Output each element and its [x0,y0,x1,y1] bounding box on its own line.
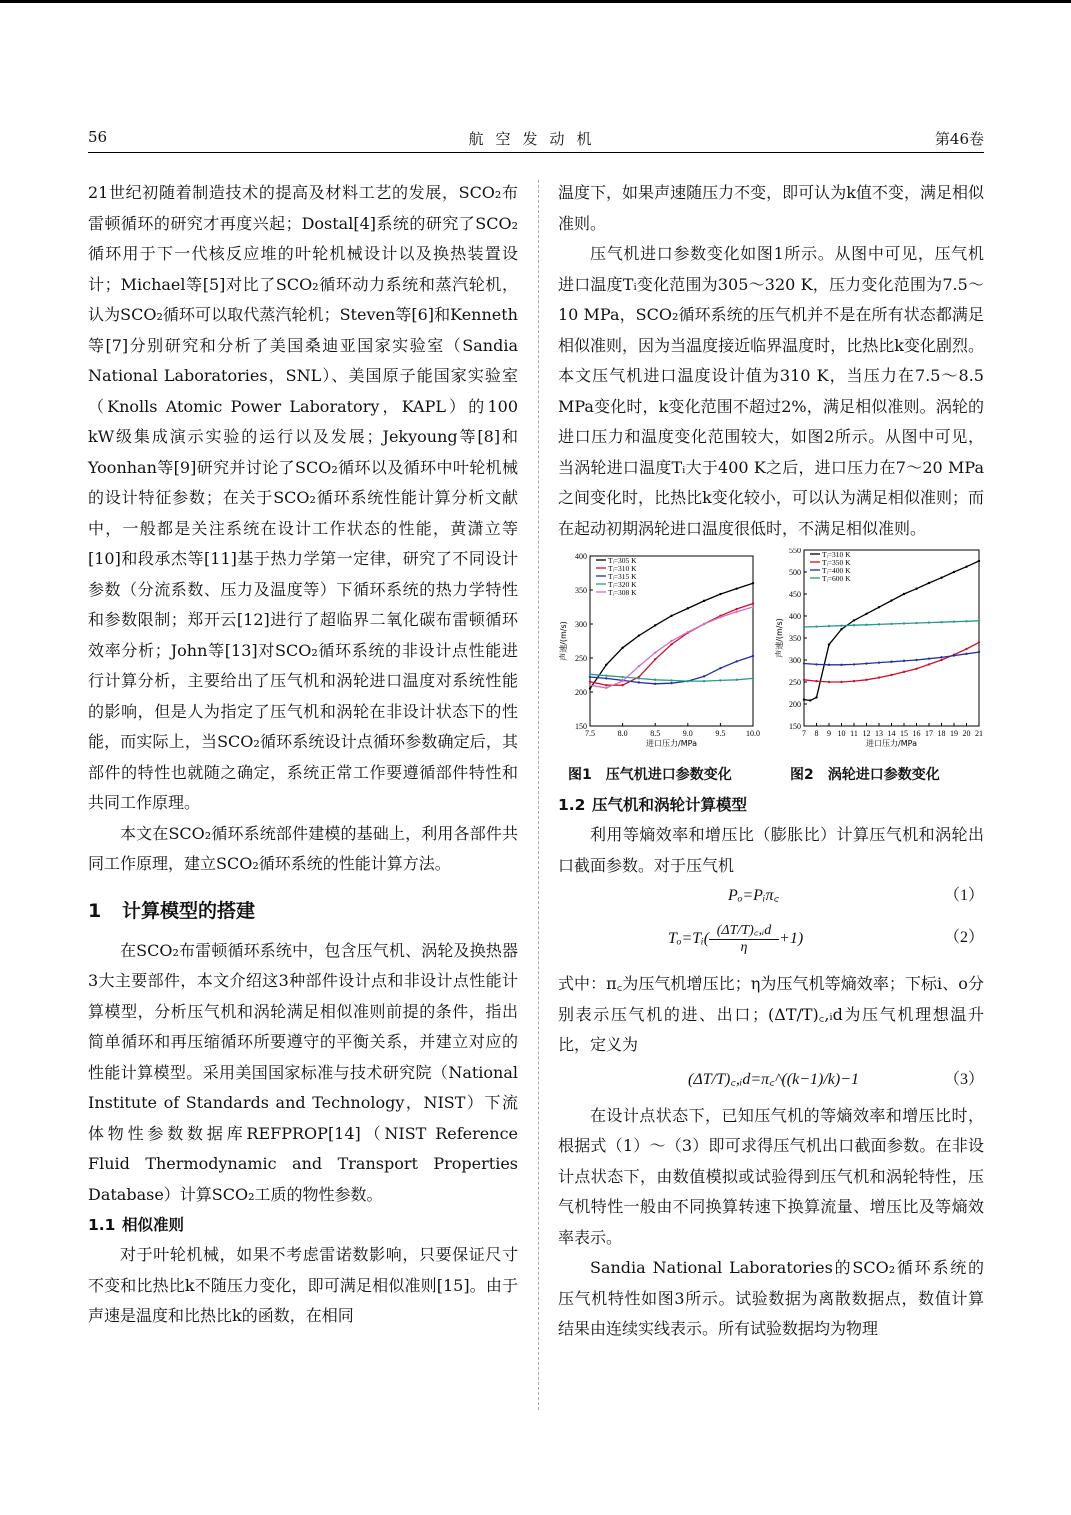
calc-model-paragraph: 利用等熵效率和增压比（膨胀比）计算压气机和涡轮出口截面参数。对于压气机 [558,825,984,875]
fig1-series-1-point [736,608,738,610]
fig2-x-tick-label: 20 [962,729,971,738]
fig1-series-2-point [719,667,721,669]
fig2-series-0-point [840,628,842,630]
fig1-series-2-point [670,682,672,684]
fig1-series-4-point [621,680,623,682]
fig1-series-2-point [703,675,705,677]
fig1-y-tick-label: 400 [575,552,587,561]
fig1-series-0-point [752,582,754,584]
page-number: 56 [88,128,108,146]
fig1-series-3-point [719,679,721,681]
fig2-series-3-point [965,620,967,622]
volume-label: 第46卷 [934,130,984,148]
fig2-series-2-point [853,663,855,665]
header-rule [88,152,984,153]
fig2-series-0-point [890,599,892,601]
fig2-legend-label-3: Tᵢ=600 K [822,574,851,583]
fig1-series-3-point [638,677,640,679]
fig1-y-axis-label: 声速/(m/s) [559,621,568,661]
fig2-x-tick-label: 8 [814,729,819,738]
fig1-legend-label-1: Tᵢ=310 K [608,564,637,573]
fig2-y-tick-label: 350 [789,634,801,643]
fig2-series-3-point [803,626,805,628]
fig2-series-1-point [928,663,930,665]
fig1-series-4-point [605,687,607,689]
symbol-definitions: 式中：π꜀为压气机增压比；η为压气机等熵效率；下标i、o分别表示压气机的进、出口；(ΔT/T)꜀,ᵢd为压气机理想温升比，定义为 [558,974,984,1054]
design-point-paragraph: 在设计点状态下，已知压气机的等熵效率和增压比时，根据式（1）～（3）即可求得压气机出口截面参数。在非设计点状态下，由数值模拟或试验得到压气机和涡轮特性，压气机特性一般由不同换算转速下换算流量、增压比及等熵效率表示。 [558,1105,984,1247]
fig2-series-1-point [940,659,942,661]
fig1-legend-label-4: Tᵢ=308 K [608,588,637,597]
fig1-series-1-point [589,681,591,683]
fig1-y-tick-label: 150 [575,722,587,731]
right-column [558,178,984,1345]
fig2-series-3-point [878,623,880,625]
fig2-series-1-point [828,681,830,683]
fig1-series-3-point [752,677,754,679]
top-border [0,0,1071,3]
fig1-series-1-point [605,684,607,686]
fig1-series-3-point [670,679,672,681]
fig1-caption: 图1 压气机进口参数变化 [568,767,732,783]
fig2-series-0-point [809,699,811,701]
fig1-series-0-point [605,664,607,666]
model-paragraph: 在SCO₂布雷顿循环系统中，包含压气机、涡轮及换热器3大主要部件，本文介绍这3种部件设计点和非设计点性能计算模型，分析压气机和涡轮满足相似准则前提的条件，指出简单循环和再压缩循环所要遵守的平衡关系，并建立对应的性能计算模型。采用美国国家标准与技术研究院（National Institute of Standards and Technology，NIST）下流体物性参数数据库REFPROP[14]（NIST Reference Fluid Thermodynamic and Transport Properties Database）计算SCO₂工质的物性参数。 [88,940,518,1204]
column-divider [538,180,539,1410]
fig2-series-2-point [953,654,955,656]
fig2-x-axis-label: 进口压力/MPa [866,739,917,748]
fig2-series-2-point [878,661,880,663]
fig2-series-0-point [865,613,867,615]
fig1-x-tick-label: 7.5 [585,729,595,738]
fig2-series-1-point [840,681,842,683]
fig1-legend-label-2: Tᵢ=315 K [608,572,637,581]
fig1-series-2-point [654,683,656,685]
fig2-series-3-point [890,623,892,625]
fig1-y-tick-label: 350 [575,586,587,595]
fig2-x-tick-label: 21 [975,729,983,738]
fig2-x-tick-label: 13 [875,729,883,738]
fig2-y-tick-label: 300 [789,656,801,665]
fig2-series-2-point [840,664,842,666]
similarity-cont-paragraph: 温度下，如果声速随压力不变，即可认为k值不变，满足相似准则。 [558,183,984,233]
section-1-1-heading: 1.1 相似准则 [88,1216,185,1234]
equation-1: Pₒ=Pᵢπ꜀ （1） [728,887,984,904]
fig1-series-0-point [687,607,689,609]
fig1-series-1-point [654,658,656,660]
fig2-series-3-point [815,625,817,627]
fig1-series-4-point [687,631,689,633]
fig2-legend-label-1: Tᵢ=350 K [822,558,851,567]
journal-title: 航空发动机 [468,130,604,148]
fig1-x-tick-label: 8.5 [650,729,661,738]
fig2-series-2-point [940,656,942,658]
fig1-series-4-point [703,623,705,625]
fig2-series-1-point [915,668,917,670]
fig1-x-tick-label: 9.5 [715,729,726,738]
fig1-series-2-point [605,677,607,679]
fig2-y-axis-label: 声速/(m/s) [775,618,784,658]
fig1-series-3-point [621,676,623,678]
fig2-series-2-point [828,664,830,666]
fig1-series-3-point [589,673,591,675]
fig2-x-tick-label: 16 [912,729,921,738]
fig2-series-2-point [978,651,980,653]
fig2-series-1-point [815,680,817,682]
fig2-series-3-point [840,624,842,626]
fig1-series-4-point [638,665,640,667]
fig2-chart [774,548,984,754]
fig1-series-2-point [752,655,754,657]
fig2-x-tick-label: 12 [862,729,871,738]
fig1-y-tick-label: 300 [575,620,587,629]
fig1-x-tick-label: 10.0 [746,729,760,738]
fig1-series-0-point [638,634,640,636]
fig2-x-tick-label: 9 [827,729,831,738]
fig2-x-tick-label: 18 [937,729,946,738]
fig1-x-tick-label: 8.0 [617,729,628,738]
fig2-series-2-point [928,657,930,659]
fig2-series-3-point [915,622,917,624]
fig2-series-1-point [903,671,905,673]
fig1-series-0-point [654,624,656,626]
fig2-series-3-point [903,622,905,624]
fig2-x-tick-label: 19 [950,729,958,738]
fig1-y-tick-label: 250 [575,654,587,663]
fig1-series-1-point [621,684,623,686]
fig1-series-0-point [736,587,738,589]
fig2-series-3-point [865,624,867,626]
fig2-y-tick-label: 150 [789,722,801,731]
figures [558,548,984,754]
fig2-series-2-point [965,653,967,655]
equation-2: Tₒ=Tᵢ( $\frac{\text{(ΔT/T)꜀,ᵢd}}{\eta}$ +1) （2） [668,923,984,955]
fig1-series-4-point [670,640,672,642]
fig1-series-line-0 [590,583,753,688]
fig2-series-0-point [803,698,805,700]
fig2-series-0-point [828,643,830,645]
fig1-series-1-point [752,602,754,604]
fig2-series-0-point [928,582,930,584]
fig2-series-0-point [878,606,880,608]
fig1-series-3-point [605,674,607,676]
fig2-y-tick-label: 250 [789,678,801,687]
fig1-series-2-point [638,681,640,683]
fig2-x-tick-label: 11 [850,729,858,738]
fig2-series-0-point [978,560,980,562]
fig2-x-tick-label: 15 [900,729,908,738]
fig1-y-tick-label: 200 [575,688,587,697]
fig2-series-1-point [853,680,855,682]
fig1-series-2-point [589,676,591,678]
fig2-series-0-point [903,593,905,595]
figure-captions [558,760,984,790]
fig1-series-4-point [589,684,591,686]
fig2-series-0-point [815,696,817,698]
fig2-series-0-point [853,619,855,621]
fig1-x-tick-label: 9.0 [682,729,693,738]
fig1-series-1-point [670,643,672,645]
fig2-series-2-point [803,662,805,664]
fig2-series-2-point [865,662,867,664]
fig1-x-axis-label: 进口压力/MPa [646,739,697,748]
fig2-y-tick-label: 550 [789,548,801,555]
fig2-series-3-point [953,621,955,623]
fig2-series-0-point [953,571,955,573]
fig2-legend-label-0: Tᵢ=310 K [822,550,851,559]
section-1-2-heading: 1.2 压气机和涡轮计算模型 [558,796,748,814]
fig2-y-tick-label: 450 [789,590,801,599]
fig2-series-1-point [878,676,880,678]
fig1-legend-label-0: Tᵢ=305 K [608,556,637,565]
left-column [88,178,518,1332]
fig1-series-2-point [736,660,738,662]
intro-paragraph: 21世纪初随着制造技术的提高及材料工艺的发展，SCO₂布雷顿循环的研究才再度兴起；Dostal[4]系统的研究了SCO₂循环用于下一代核反应堆的叶轮机械设计以及换热装置设计；Michael等[5]对比了SCO₂循环动力系统和蒸汽轮机，认为SCO₂循环可以取代蒸汽轮机；Steven等[6]和Kenneth等[7]分别研究和分析了美国桑迪亚国家实验室（Sandia National Laboratories，SNL）、美国原子能国家实验室（Knolls Atomic Power Laboratory，KAPL）的100 kW级集成演示实验的运行以及发展；Jekyoung等[8]和Yoonhan等[9]研究并讨论了SCO₂循环以及循环中叶轮机械的设计特征参数；在关于SCO₂循环系统性能计算分析文献中，一般都是关注系统在设计工作状态的性能，黄潇立等[10]和段承杰等[11]基于热力学第一定律，研究了不同设计参数（分流系数、压力及温度等）下循环系统的热力学特性和参数限制；郑开云[12]进行了超临界二氧化碳布雷顿循环效率分析；John等[13]对SCO₂循环系统的非设计点性能进行计算分析，主要给出了压气机和涡轮进口温度对系统性能的影响，但是人为指定了压气机和涡轮在非设计状态下的性能，而实际上，当SCO₂循环系统设计点循环参数确定后，其部件的特性也就随之确定，系统正常工作要遵循部件特性和共同工作原理。 [88,183,518,812]
fig2-series-1-point [965,648,967,650]
fig2-y-tick-label: 200 [789,700,801,709]
fig2-series-3-point [828,625,830,627]
fig1-series-3-point [736,679,738,681]
fig2-series-0-point [940,577,942,579]
fig1-series-0-point [589,687,591,689]
fig2-series-2-point [815,663,817,665]
fig2-x-tick-label: 10 [837,729,846,738]
fig2-y-tick-label: 400 [789,612,801,621]
fig2-x-tick-label: 7 [802,729,806,738]
fig2-series-2-point [915,659,917,661]
fig2-y-tick-label: 500 [789,568,801,577]
fig1-series-3-point [654,679,656,681]
fig2-x-tick-label: 14 [887,729,896,738]
fig1-series-0-point [621,647,623,649]
fig2-series-1-point [803,679,805,681]
fig2-series-1-point [978,641,980,643]
fig1-series-0-point [719,593,721,595]
aim-paragraph: 本文在SCO₂循环系统部件建模的基础上，利用各部件共同工作原理，建立SCO₂循环系统的性能计算方法。 [88,823,518,873]
page-header [88,128,984,152]
section-1-heading: 1 计算模型的搭建 [88,899,256,922]
fig1-series-4-point [719,616,721,618]
fig1-series-4-point [736,611,738,613]
fig2-series-1-point [865,679,867,681]
fig2-series-3-point [853,624,855,626]
equation-3: (ΔT/T)꜀,ᵢd=π꜀^((k−1)/k)−1 （3） [688,1070,984,1088]
sandia-paragraph: Sandia National Laboratories的SCO₂循环系统的压气机特性如图3所示。试验数据为离散数据点，数值计算结果由连续实线表示。所有试验数据均为物理 [558,1258,984,1338]
fig2-series-0-point [965,566,967,568]
fig1-legend-label-3: Tᵢ=320 K [608,580,637,589]
fig2-series-1-point [890,674,892,676]
fig2-series-2-point [890,661,892,663]
inlet-params-paragraph: 压气机进口参数变化如图1所示。从图中可见，压气机进口温度Tᵢ变化范围为305～320 K，压力变化范围为7.5～10 MPa，SCO₂循环系统的压气机并不是在所有状态都满足相似准则，因为当温度接近临界温度时，比热比k变化剧烈。本文压气机进口温度设计值为310 K，当压力在7.5～8.5 MPa变化时，k变化范围不超过2%，满足相似准则。涡轮的进口压力和温度变化范围较大，如图2所示。从图中可见，当涡轮进口温度Tᵢ大于400 K之后，进口压力在7～20 MPa之间变化时，比热比k变化较小，可以认为满足相似准则；而在起动初期涡轮进口温度很低时，不满足相似准则。 [558,244,984,538]
similarity-paragraph: 对于叶轮机械，如果不考虑雷诺数影响，只要保证尺寸不变和比热比k不随压力变化，即可满足相似准则[15]。由于声速是温度和比热比k的函数，在相同 [88,1245,518,1325]
fig1-series-3-point [687,680,689,682]
fig1-chart [558,548,763,754]
fig2-series-2-point [903,660,905,662]
fig2-series-3-point [940,621,942,623]
fig2-x-tick-label: 17 [925,729,933,738]
fig1-series-4-point [654,651,656,653]
fig2-series-3-point [978,620,980,622]
fig1-series-3-point [703,680,705,682]
fig1-series-4-point [752,606,754,608]
fig1-series-0-point [703,600,705,602]
fig2-series-3-point [928,621,930,623]
fig1-series-0-point [670,615,672,617]
fig2-caption: 图2 涡轮进口参数变化 [790,767,940,783]
fig2-legend-label-2: Tᵢ=400 K [822,566,851,575]
fig2-series-0-point [915,588,917,590]
